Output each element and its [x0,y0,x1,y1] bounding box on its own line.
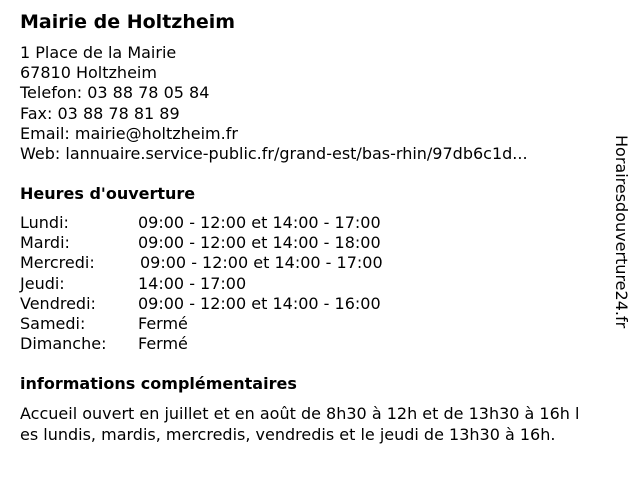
web-label: Web: [20,143,61,163]
phone-line [20,83,528,103]
hours-day: Jeudi: [20,273,65,293]
info-text [20,403,632,445]
place-title: Mairie de Holtzheim [20,11,236,33]
info-line: Accueil ouvert en juillet et en août de 8h30 à 12h et de 13h30 à 16h l [20,404,580,423]
hours-day: Mercredi: [20,253,95,273]
info-heading: informations complémentaires [20,374,297,393]
watermark [611,135,635,375]
fax-label: Fax: [20,103,53,123]
hours-time: 14:00 - 17:00 [138,273,247,293]
watermark-text: Horairesdouverture24.fr [612,135,631,329]
hours-day: Samedi: [20,313,86,333]
email-line [20,124,528,144]
hours-heading: Heures d'ouverture [20,184,196,203]
web-link[interactable]: lannuaire.service-public.fr/grand-est/bas-rhin/97db6c1d... [65,143,528,163]
address-city: 67810 Holtzheim [20,63,157,83]
email-address[interactable]: mairie@holtzheim.fr [74,123,238,143]
info-line: es lundis, mardis, mercredis, vendredis et le jeudi de 13h30 à 16h. [20,425,556,444]
hours-day: Mardi: [20,233,70,253]
hours-day: Dimanche: [20,334,107,354]
address-street: 1 Place de la Mairie [20,43,177,62]
phone-number[interactable]: 03 88 78 05 84 [87,83,210,103]
hours-day: Vendredi: [20,293,96,313]
phone-label: Telefon: [20,83,83,103]
hours-time: Fermé [138,334,188,354]
hours-day: Lundi: [20,213,69,232]
hours-time: 09:00 - 12:00 et 14:00 - 17:00 [140,253,383,273]
contact-block [20,43,528,164]
web-line [20,144,528,164]
fax-number: 03 88 78 81 89 [57,103,180,123]
hours-time: Fermé [138,313,188,333]
hours-time: 09:00 - 12:00 et 14:00 - 16:00 [138,293,381,313]
hours-time: 09:00 - 12:00 et 14:00 - 17:00 [138,213,381,232]
hours-time: 09:00 - 12:00 et 14:00 - 18:00 [138,233,381,253]
email-label: Email: [20,123,70,143]
fax-line [20,104,528,124]
